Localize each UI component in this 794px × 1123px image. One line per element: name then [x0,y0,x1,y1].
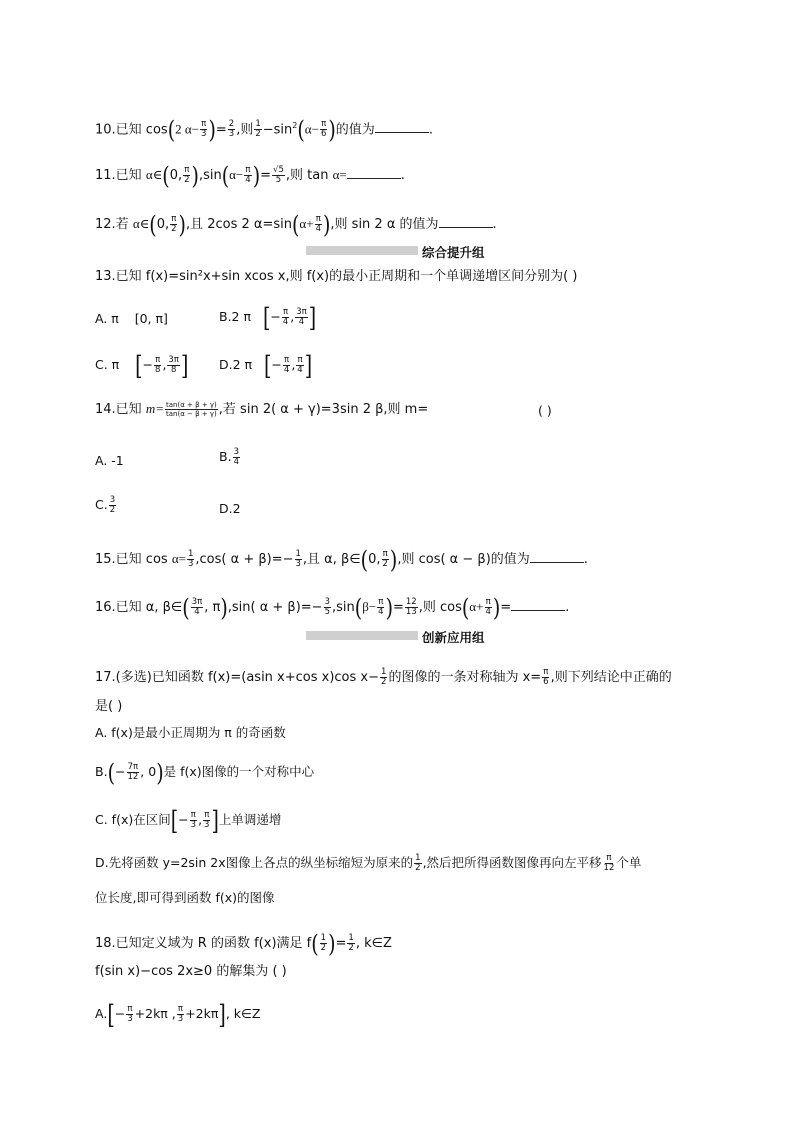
answer-blank[interactable] [347,166,401,179]
paren: ( [221,161,230,190]
section-bar [306,246,418,255]
question-14 [95,400,428,419]
paren: ) [492,593,501,622]
paren: ( [107,758,115,787]
fraction-numerator: π [321,119,327,130]
q11-eq: = [260,168,272,183]
fraction [165,401,218,418]
fraction-denominator: 12 [127,772,139,782]
fraction [542,668,549,687]
fraction [254,120,261,139]
fraction-numerator: π [382,549,388,559]
fraction-denominator: 2 [348,943,354,953]
q18-a-mid: +2kπ , [134,1006,176,1021]
fraction-denominator: 2 [415,863,421,873]
fraction-denominator: 3 [201,129,207,140]
fraction [295,308,308,327]
question-11 [95,161,405,190]
option-interval: [0, π] [134,311,168,326]
fraction [405,598,418,617]
option-label: C. f(x)在区间 [95,812,171,827]
fraction [154,356,161,375]
q15-tail: ,则 cos( α − β)的值为 [397,552,530,567]
q13-option-c[interactable]: C. π [− $\frac{\pi}{8}$ , $\frac{3\pi}{8}$ ] [95,350,189,381]
fraction-denominator: 4 [282,317,289,327]
q17-d-b: ,然后把所得函数图像再向左平移 [422,855,602,870]
q14-rest: ,若 sin 2( α + γ)=3sin 2 β,则 m= [218,402,429,417]
q12-zero: 0, [156,217,170,232]
q12-alpha: α∈ [132,216,150,231]
fraction-numerator: π [543,667,549,677]
q13-option-a[interactable] [95,310,168,328]
paren: ) [191,161,199,190]
fraction [272,166,285,185]
q17-text-b: 的图像的一条对称轴为 x= [388,670,542,685]
fraction-numerator: √5 [273,165,284,175]
paren: ) [385,593,393,622]
paren: ) [328,929,336,958]
fraction-numerator: π [171,214,177,224]
fraction [282,308,289,327]
fraction [228,120,235,139]
paren: ) [252,161,261,190]
fraction-denominator: 4 [378,607,384,617]
fraction [170,215,177,234]
fraction-numerator: π [177,1004,184,1014]
answer-blank[interactable] [439,215,493,228]
fraction-numerator: π [184,165,190,175]
fraction [377,598,384,617]
question-10 [95,115,433,145]
q10-expr2: α− [304,121,319,137]
fraction-denominator: 2 [255,129,261,140]
q11-expr: α− [229,167,244,182]
option-label: C. π [95,357,120,372]
q12-mid: ,且 2cos 2 α=sin [185,217,292,232]
q14-m: m= [145,401,164,416]
paren: ( [354,593,363,622]
fraction-denominator: 3 [228,129,235,140]
fraction-numerator: 1 [415,853,421,863]
paren: ( [149,210,157,239]
bracket: [ [135,350,143,381]
fraction [126,1005,133,1024]
bracket: ] [180,350,189,381]
fraction [324,598,331,617]
q16-eq2: = [500,600,512,615]
q17-option-c[interactable]: C. f(x)在区间[− $\frac{\pi}{3}$ , $\frac{\pi}{3}$ ]上单调递增 [95,805,282,836]
q11-then: ,则 tan [285,168,329,183]
fraction-denominator: 2 [382,559,388,569]
fraction-numerator: 1 [320,933,327,943]
fraction-numerator: π [315,214,321,224]
period: . [428,122,433,138]
fraction-denominator: 13 [405,607,417,617]
question-17-line1 [95,668,672,687]
option-label: C. [95,497,108,512]
answer-blank[interactable] [530,550,584,563]
fraction-numerator: π [155,355,161,365]
fraction-denominator: 4 [233,457,239,467]
fraction-denominator: 2 [184,175,190,185]
fraction-numerator: π [204,810,210,820]
fraction-denominator: 3 [204,820,210,830]
fraction [380,668,387,687]
paren: ( [291,210,300,239]
fraction [187,550,194,569]
fraction-denominator: 4 [315,224,321,234]
fraction-denominator: 5 [275,175,282,185]
q10-minus: −sin [262,122,293,138]
q17-d-c: 个单 [616,855,642,870]
question-18-line1 [95,929,392,958]
fraction-numerator: π [201,119,207,130]
fraction-denominator: 6 [320,129,327,140]
fraction [183,166,190,185]
fraction [177,1005,184,1024]
q17-option-d-line2: 位长度,即可得到函数 f(x)的图像 [95,890,275,905]
answer-blank[interactable] [375,120,429,133]
fraction-numerator: 3 [233,447,239,457]
paren: ( [311,929,319,958]
fraction [381,550,388,569]
fraction-denominator: 2 [109,505,116,515]
paren: ) [156,758,164,787]
paren: ( [297,115,305,145]
q16-then: ,则 cos [418,600,462,615]
fraction-denominator: 4 [245,175,251,185]
fraction-denominator: 3 [295,559,301,569]
q10-tail: 的值为 [335,122,375,138]
fraction-numerator: 1 [255,119,261,130]
bracket: [ [262,302,271,333]
fraction [414,854,421,873]
fraction-numerator: π [127,1004,133,1014]
fraction-numerator: π [245,165,251,175]
fraction-numerator: 3π [296,307,307,317]
fraction-denominator: 2 [171,224,177,234]
fraction-numerator: 1 [381,667,387,677]
paren: ) [178,210,186,239]
fraction-denominator: tan(α − β + γ) [166,410,217,418]
q13-option-b[interactable]: B.2 π [− $\frac{\pi}{4}$ , $\frac{3\pi}{4}$ ] [219,302,317,333]
fraction-numerator: 12 [405,597,417,607]
fraction-numerator: π [378,597,384,607]
q11-sin: ,sin [198,168,222,183]
fraction-denominator: 3 [127,1014,133,1024]
q13-option-d[interactable]: D.2 π [− $\frac{\pi}{4}$ , $\frac{\pi}{4}$ ] [219,350,313,381]
fraction-numerator: π [190,810,196,820]
paren: ( [360,545,369,574]
q16-expr: β− [362,599,377,614]
fraction [315,215,322,234]
fraction [167,356,180,375]
fraction-denominator: 4 [485,607,491,617]
q18-a-end: +2kπ [185,1006,219,1021]
question-12 [95,210,497,239]
question-13: 13.已知 f(x)=sin²x+sin xcos x,则 f(x)的最小正周期和一个单调递增区间分别为( ) [95,269,578,284]
q10-expr: 2 α− [175,121,200,137]
q17-option-d[interactable] [95,854,641,873]
option-label: A. [95,1006,108,1021]
q17-text-a: 17.(多选)已知函数 f(x)=(asin x+cos x)cos x− [95,670,380,685]
option-label: A. π [95,311,119,326]
q17-option-b[interactable]: B.(− $\frac{7\pi}{12}$ , 0)是 f(x)图像的一个对称中心 [95,758,315,787]
option-label: B.2 π [219,309,252,324]
fraction-numerator: π [606,853,612,863]
option-label: B. [95,764,108,779]
fraction-denominator: 4 [194,607,200,617]
fraction-denominator: 4 [298,317,305,327]
fraction-numerator: π [485,597,491,607]
fraction-numerator: 3π [168,355,179,365]
q17-b-tail: 是 f(x)图像的一个对称中心 [163,764,315,779]
q14-option-c[interactable] [95,496,117,515]
fraction-numerator: tan(α + β + γ) [166,401,217,409]
q18-tail: , k∈Z [355,936,392,951]
q17-b-zero: , 0 [140,764,157,779]
bracket: [ [107,999,115,1030]
q16-mid2: ,sin [332,600,355,615]
q18-eq: = [335,936,347,951]
fraction [203,811,210,830]
fraction [244,166,251,185]
q16-mid: ,sin( α + β)=− [227,600,323,615]
fraction [200,120,207,139]
fraction-numerator: 2 [228,119,235,130]
q18-a-tail: , k∈Z [225,1006,261,1021]
paren: ( [167,115,176,145]
fraction [283,356,290,375]
q16-pi: , π [204,600,221,615]
question-15 [95,545,588,574]
question-18-line2: f(sin x)−cos 2x≥0 的解集为 ( ) [95,964,287,979]
fraction-denominator: 3 [177,1014,184,1024]
fraction-numerator: 1 [187,549,194,559]
fraction-denominator: 4 [297,365,303,375]
q11-zero: 0, [169,168,183,183]
fraction-denominator: 8 [155,365,161,375]
bracket: ] [211,805,219,836]
fraction [296,356,303,375]
paren: ) [322,210,331,239]
paren: ) [208,115,216,145]
fraction-numerator: 3 [324,597,330,607]
q11-alpha: α∈ [145,167,163,182]
fraction [190,811,197,830]
period: . [400,168,405,183]
fraction-numerator: π [284,355,290,365]
period: . [492,217,497,232]
superscript: 2 [292,121,298,130]
bracket: [ [263,350,272,381]
q17-option-a[interactable]: A. f(x)是最小正周期为 π 的奇函数 [95,725,286,740]
fraction [126,763,139,782]
q16-expr2: α+ [469,599,484,614]
section-title-comprehensive: 综合提升组 [422,245,485,260]
q12-pre: 12.若 [95,217,129,232]
q14-option-d[interactable]: D.2 [219,501,241,516]
q10-eq: = [215,122,227,138]
q16-eq: = [392,600,404,615]
section-bar [306,631,418,640]
fraction [295,550,302,569]
fraction [320,120,327,139]
q15-mid2: ,且 α, β∈ [302,552,361,567]
paren: ( [182,593,190,622]
paren: ) [328,115,336,145]
fraction-denominator: 3 [190,820,197,830]
fraction-denominator: 4 [283,365,290,375]
fraction [233,448,240,467]
paren: ) [389,545,398,574]
q15-pre: 15.已知 cos [95,552,168,567]
fraction-denominator: 2 [320,943,327,953]
bracket: ] [304,350,313,381]
fraction [484,598,491,617]
fraction-denominator: 3 [187,559,194,569]
fraction [603,854,616,873]
fraction [347,934,354,953]
q15-zero: 0, [368,552,381,567]
q10-then: ,则 [236,122,254,138]
fraction-numerator: 3π [191,597,203,607]
fraction-denominator: 2 [381,677,387,687]
question-17-line2: 是( ) [95,699,123,714]
question-16 [95,593,570,622]
bracket: ] [308,302,317,333]
fraction-denominator: 5 [324,607,330,617]
fraction-numerator: 3 [109,495,116,505]
q15-alpha: α= [171,551,186,566]
q17-d-a: D.先将函数 y=2sin 2x图像上各点的纵坐标缩短为原来的 [95,855,414,870]
q14-paren: ( ) [538,403,552,418]
fraction [320,934,327,953]
q10-pre: 10.已知 cos [95,122,168,138]
q14-option-b[interactable] [219,448,241,467]
paren: ( [461,593,470,622]
q14-pre: 14.已知 [95,402,142,417]
q11-alpha2: α= [332,167,347,182]
fraction-numerator: 7π [127,762,139,772]
paren: ( [162,161,170,190]
paren: ) [220,593,228,622]
q12-then: ,则 sin 2 α 的值为 [330,217,439,232]
q18-option-a[interactable]: A.[− $\frac{\pi}{3}$ +2kπ , $\frac{\pi}{3}$ +2kπ], k∈Z [95,999,261,1030]
fraction-denominator: 12 [603,863,615,873]
fraction [109,496,116,515]
bracket: [ [170,805,179,836]
q14-option-a[interactable]: A. -1 [95,453,124,468]
q12-expr: α+ [299,216,314,231]
option-label: D.2 π [219,357,253,372]
fraction-denominator: 8 [170,365,177,375]
fraction [191,598,204,617]
q17-text-c: ,则下列结论中正确的 [550,670,672,685]
q17-c-tail: 上单调递增 [218,812,282,827]
period: . [583,552,588,567]
q16-pre: 16.已知 α, β∈ [95,600,183,615]
section-title-innovation: 创新应用组 [422,630,485,645]
period: . [565,600,570,615]
fraction-numerator: π [282,307,289,317]
q11-pre: 11.已知 [95,168,142,183]
q15-mid: ,cos( α + β)=− [195,552,294,567]
option-label: B. [219,449,232,464]
answer-blank[interactable] [511,598,565,611]
fraction-numerator: 1 [348,933,354,943]
fraction-denominator: 6 [543,677,549,687]
bracket: ] [218,999,226,1030]
fraction-numerator: 1 [295,549,301,559]
q18-pre: 18.已知定义域为 R 的函数 f(x)满足 f [95,936,312,951]
fraction-numerator: π [297,355,303,365]
